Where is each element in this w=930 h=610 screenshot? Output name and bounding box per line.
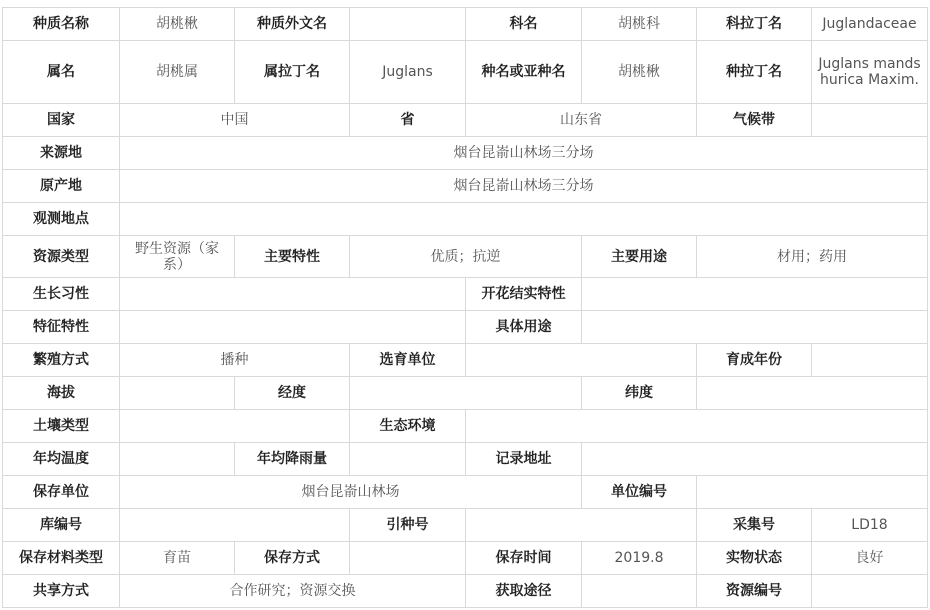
value-resource-type: 野生资源（家系）	[120, 236, 235, 278]
label-annual-temperature: 年均温度	[3, 443, 120, 476]
table-row	[3, 278, 928, 311]
value-record-address	[582, 443, 928, 476]
table-row	[3, 344, 928, 377]
value-breeding-unit	[466, 344, 697, 377]
label-country: 国家	[3, 104, 120, 137]
value-acquisition-route	[582, 575, 697, 608]
table-row	[3, 104, 928, 137]
value-bank-number	[120, 509, 350, 542]
value-foreign-name	[350, 8, 466, 41]
table-row	[3, 443, 928, 476]
label-breeding-unit: 选育单位	[350, 344, 466, 377]
label-breeding-year: 育成年份	[697, 344, 812, 377]
label-bank-number: 库编号	[3, 509, 120, 542]
label-province: 省	[350, 104, 466, 137]
label-preservation-time: 保存时间	[466, 542, 582, 575]
value-breeding-year	[812, 344, 928, 377]
value-latitude	[697, 377, 928, 410]
label-ecological-environment: 生态环境	[350, 410, 466, 443]
value-growth-habit	[120, 278, 466, 311]
label-material-type: 保存材料类型	[3, 542, 120, 575]
label-family-name: 科名	[466, 8, 582, 41]
table-row	[3, 137, 928, 170]
value-soil-type	[120, 410, 350, 443]
label-resource-type: 资源类型	[3, 236, 120, 278]
label-longitude: 经度	[235, 377, 350, 410]
value-species-latin: Juglans mandshurica Maxim.	[812, 41, 928, 104]
label-growth-habit: 生长习性	[3, 278, 120, 311]
label-source: 来源地	[3, 137, 120, 170]
value-annual-rainfall	[350, 443, 466, 476]
label-specific-use: 具体用途	[466, 311, 582, 344]
value-origin: 烟台昆嵛山林场三分场	[120, 170, 928, 203]
table-row	[3, 8, 928, 41]
value-province: 山东省	[466, 104, 697, 137]
label-genus-latin: 属拉丁名	[235, 41, 350, 104]
value-main-use: 材用；药用	[697, 236, 928, 278]
value-genus-latin: Juglans	[350, 41, 466, 104]
value-main-traits: 优质；抗逆	[350, 236, 582, 278]
value-species-name: 胡桃楸	[582, 41, 697, 104]
label-main-use: 主要用途	[582, 236, 697, 278]
label-collection-number: 采集号	[697, 509, 812, 542]
table-row	[3, 377, 928, 410]
label-physical-state: 实物状态	[697, 542, 812, 575]
table-row	[3, 311, 928, 344]
label-genus-name: 属名	[3, 41, 120, 104]
label-sharing-method: 共享方式	[3, 575, 120, 608]
table-row	[3, 236, 928, 278]
value-altitude	[120, 377, 235, 410]
value-ecological-environment	[466, 410, 928, 443]
value-observation-site	[120, 203, 928, 236]
label-latitude: 纬度	[582, 377, 697, 410]
table-row	[3, 509, 928, 542]
label-germplasm-name: 种质名称	[3, 8, 120, 41]
value-introduction-number	[466, 509, 697, 542]
value-propagation: 播种	[120, 344, 350, 377]
label-origin: 原产地	[3, 170, 120, 203]
label-foreign-name: 种质外文名	[235, 8, 350, 41]
value-genus-name: 胡桃属	[120, 41, 235, 104]
label-preservation-method: 保存方式	[235, 542, 350, 575]
table-row	[3, 542, 928, 575]
value-family-latin: Juglandaceae	[812, 8, 928, 41]
label-climate-zone: 气候带	[697, 104, 812, 137]
label-record-address: 记录地址	[466, 443, 582, 476]
value-flowering-traits	[582, 278, 928, 311]
label-unit-number: 单位编号	[582, 476, 697, 509]
label-family-latin: 科拉丁名	[697, 8, 812, 41]
value-sharing-method: 合作研究；资源交换	[120, 575, 466, 608]
value-source: 烟台昆嵛山林场三分场	[120, 137, 928, 170]
table-row	[3, 476, 928, 509]
label-flowering-traits: 开花结实特性	[466, 278, 582, 311]
label-characteristics: 特征特性	[3, 311, 120, 344]
value-characteristics	[120, 311, 466, 344]
label-soil-type: 土壤类型	[3, 410, 120, 443]
label-species-name: 种名或亚种名	[466, 41, 582, 104]
label-observation-site: 观测地点	[3, 203, 120, 236]
value-preservation-time: 2019.8	[582, 542, 697, 575]
value-collection-number: LD18	[812, 509, 928, 542]
label-acquisition-route: 获取途径	[466, 575, 582, 608]
label-species-latin: 种拉丁名	[697, 41, 812, 104]
label-annual-rainfall: 年均降雨量	[235, 443, 350, 476]
value-preservation-unit: 烟台昆嵛山林场	[120, 476, 582, 509]
value-resource-number	[812, 575, 928, 608]
label-introduction-number: 引种号	[350, 509, 466, 542]
table-row	[3, 41, 928, 104]
label-main-traits: 主要特性	[235, 236, 350, 278]
value-climate-zone	[812, 104, 928, 137]
table-row	[3, 203, 928, 236]
label-propagation: 繁殖方式	[3, 344, 120, 377]
label-altitude: 海拔	[3, 377, 120, 410]
table-row	[3, 575, 928, 608]
value-germplasm-name: 胡桃楸	[120, 8, 235, 41]
value-preservation-method	[350, 542, 466, 575]
value-material-type: 育苗	[120, 542, 235, 575]
table-row	[3, 170, 928, 203]
label-resource-number: 资源编号	[697, 575, 812, 608]
value-country: 中国	[120, 104, 350, 137]
value-longitude	[350, 377, 582, 410]
value-family-name: 胡桃科	[582, 8, 697, 41]
germplasm-info-table	[2, 7, 928, 608]
value-annual-temperature	[120, 443, 235, 476]
table-row	[3, 410, 928, 443]
value-specific-use	[582, 311, 928, 344]
value-physical-state: 良好	[812, 542, 928, 575]
value-unit-number	[697, 476, 928, 509]
label-preservation-unit: 保存单位	[3, 476, 120, 509]
